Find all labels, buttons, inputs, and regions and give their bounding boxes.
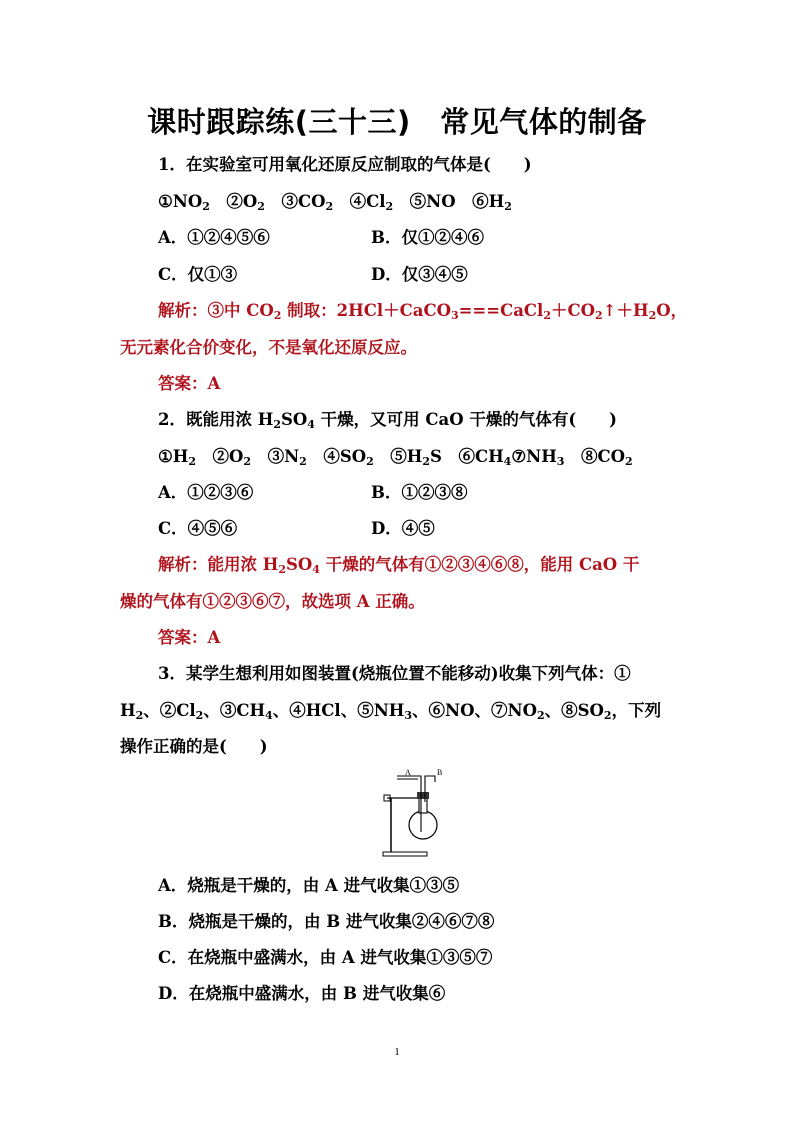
q3-option-a: A．烧瓶是干燥的，由 A 进气收集①③⑤ (158, 876, 460, 895)
q1-answer: 答案：A (158, 374, 221, 393)
q2-options-ab (158, 482, 658, 504)
q1-option-d: D．仅③④⑤ (371, 265, 468, 284)
q1-analysis-cont: 无元素化合价变化，不是氧化还原反应。 (120, 338, 417, 357)
page-title: 课时跟踪练(三十三) 常见气体的制备 (147, 105, 647, 139)
q3-option-b: B．烧瓶是干燥的，由 B 进气收集②④⑥⑦⑧ (158, 912, 495, 931)
q2-stem: 2．既能用浓 $H_2SO_4$ 干燥，又可用 CaO 干燥的气体有( ) (158, 410, 617, 431)
q1-analysis: 解析：③中 $CO_2$ 制取：$2HCl+CaCO_3===CaCl_2+CO_2↑+H_2O$， (158, 301, 688, 322)
q2-analysis-cont: 燥的气体有①②③⑥⑦，故选项 A 正确。 (120, 592, 425, 611)
q2-answer: 答案：A (158, 628, 221, 647)
q1-option-c: C．仅①③ (158, 265, 238, 284)
q1-items: $①NO_2$ $②O_2$ $③CO_2$ $④Cl_2$ ⑤NO $⑥H_2$ (158, 192, 512, 213)
fig-label-a: A (405, 768, 411, 777)
q2-option-c: C．④⑤⑥ (158, 519, 238, 538)
q1-options-ab (158, 227, 658, 249)
q2-option-b: B．①②③⑧ (371, 483, 468, 502)
q3-stem-line1: 3．某学生想利用如图装置(烧瓶位置不能移动)收集下列气体：① (158, 664, 631, 683)
q3-stem-line3: 操作正确的是( ) (120, 737, 268, 756)
flask-apparatus-figure (375, 768, 465, 860)
q2-items: $①H_2$ $②O_2$ $③N_2$ $④SO_2$ $⑤H_2S$ $⑥CH_4⑦NH_3$ $⑧CO_2$ (158, 447, 633, 468)
q1-stem: 1．在实验室可用氧化还原反应制取的气体是( ) (158, 155, 532, 174)
q3-option-c: C．在烧瓶中盛满水，由 A 进气收集①③⑤⑦ (158, 948, 493, 967)
q2-options-cd (158, 518, 658, 540)
q1-option-a: A．①②④⑤⑥ (158, 228, 270, 247)
q2-option-d: D．④⑤ (371, 519, 435, 538)
q2-option-a: A．①②③⑥ (158, 483, 254, 502)
q2-analysis: 解析：能用浓 $H_2SO_4$ 干燥的气体有①②③④⑥⑧，能用 CaO 干 (158, 555, 640, 576)
page-number: 1 (394, 1046, 400, 1058)
q1-option-b: B．仅①②④⑥ (371, 228, 484, 247)
q3-option-d: D．在烧瓶中盛满水，由 B 进气收集⑥ (158, 984, 446, 1003)
q1-options-cd (158, 264, 658, 286)
q3-stem-line2: $H_2$、$②Cl_2$、$③CH_4$、④HCl、$⑤NH_3$、⑥NO、$⑦NO_2$、$⑧SO_2$，下列 (120, 701, 662, 722)
fig-label-b: B (437, 768, 443, 777)
